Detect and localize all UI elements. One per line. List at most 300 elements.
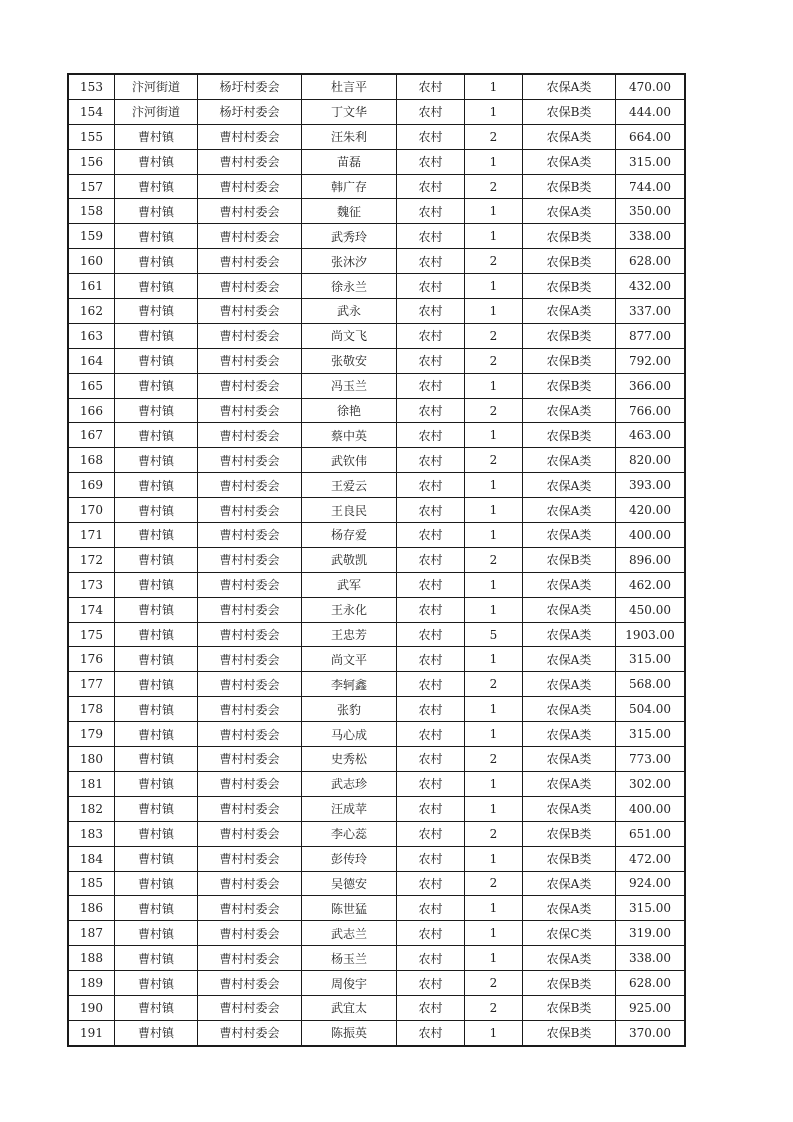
household-type-cell: 农村 [397,373,465,398]
household-type-cell: 农村 [397,622,465,647]
row-number: 168 [68,448,115,473]
category-cell: 农保B类 [523,971,616,996]
village-cell: 曹村村委会 [198,921,302,946]
household-type-cell: 农村 [397,921,465,946]
village-cell: 曹村村委会 [198,846,302,871]
village-cell: 曹村村委会 [198,747,302,772]
name-cell: 张沐汐 [302,249,397,274]
table-row [68,547,685,572]
table-row [68,373,685,398]
amount-cell: 338.00 [616,224,686,249]
table-row [68,647,685,672]
table-row [68,199,685,224]
name-cell: 吴德安 [302,871,397,896]
village-cell: 曹村村委会 [198,1020,302,1045]
village-cell: 杨圩村委会 [198,74,302,99]
amount-cell: 315.00 [616,149,686,174]
village-cell: 曹村村委会 [198,373,302,398]
amount-cell: 319.00 [616,921,686,946]
row-number: 184 [68,846,115,871]
people-count-cell: 1 [465,846,523,871]
name-cell: 徐艳 [302,398,397,423]
table-row [68,672,685,697]
row-number: 160 [68,249,115,274]
household-type-cell: 农村 [397,473,465,498]
town-cell: 曹村镇 [115,871,198,896]
amount-cell: 366.00 [616,373,686,398]
village-cell: 曹村村委会 [198,722,302,747]
table-row [68,946,685,971]
people-count-cell: 1 [465,199,523,224]
row-number: 156 [68,149,115,174]
category-cell: 农保B类 [523,99,616,124]
village-cell: 曹村村委会 [198,871,302,896]
name-cell: 尚文平 [302,647,397,672]
row-number: 155 [68,124,115,149]
category-cell: 农保A类 [523,523,616,548]
village-cell: 曹村村委会 [198,348,302,373]
row-number: 178 [68,697,115,722]
category-cell: 农保B类 [523,249,616,274]
name-cell: 武秀玲 [302,224,397,249]
household-type-cell: 农村 [397,323,465,348]
household-type-cell: 农村 [397,274,465,299]
town-cell: 曹村镇 [115,647,198,672]
row-number: 172 [68,547,115,572]
household-type-cell: 农村 [397,1020,465,1045]
people-count-cell: 1 [465,946,523,971]
amount-cell: 315.00 [616,647,686,672]
table-row [68,274,685,299]
table-row [68,224,685,249]
village-cell: 曹村村委会 [198,299,302,324]
name-cell: 杨存爱 [302,523,397,548]
amount-cell: 462.00 [616,572,686,597]
village-cell: 曹村村委会 [198,398,302,423]
row-number: 176 [68,647,115,672]
town-cell: 曹村镇 [115,672,198,697]
household-type-cell: 农村 [397,74,465,99]
household-type-cell: 农村 [397,398,465,423]
table-row [68,498,685,523]
people-count-cell: 2 [465,547,523,572]
table-row [68,821,685,846]
name-cell: 彭传玲 [302,846,397,871]
village-cell: 曹村村委会 [198,896,302,921]
household-type-cell: 农村 [397,249,465,274]
table-row [68,1020,685,1045]
name-cell: 王忠芳 [302,622,397,647]
table-row [68,771,685,796]
row-number: 169 [68,473,115,498]
village-cell: 曹村村委会 [198,448,302,473]
table-row [68,697,685,722]
name-cell: 杜言平 [302,74,397,99]
category-cell: 农保A类 [523,647,616,672]
town-cell: 曹村镇 [115,348,198,373]
table-row [68,995,685,1020]
household-type-cell: 农村 [397,348,465,373]
name-cell: 武宜太 [302,995,397,1020]
name-cell: 武永 [302,299,397,324]
town-cell: 曹村镇 [115,572,198,597]
name-cell: 李轲鑫 [302,672,397,697]
row-number: 161 [68,274,115,299]
category-cell: 农保A类 [523,199,616,224]
category-cell: 农保B类 [523,547,616,572]
village-cell: 曹村村委会 [198,622,302,647]
people-count-cell: 2 [465,821,523,846]
household-type-cell: 农村 [397,523,465,548]
household-type-cell: 农村 [397,896,465,921]
household-type-cell: 农村 [397,199,465,224]
town-cell: 曹村镇 [115,771,198,796]
row-number: 188 [68,946,115,971]
household-type-cell: 农村 [397,871,465,896]
category-cell: 农保A类 [523,124,616,149]
town-cell: 曹村镇 [115,896,198,921]
household-type-cell: 农村 [397,299,465,324]
town-cell: 曹村镇 [115,299,198,324]
people-count-cell: 1 [465,299,523,324]
category-cell: 农保B类 [523,224,616,249]
name-cell: 史秀松 [302,747,397,772]
category-cell: 农保A类 [523,747,616,772]
household-type-cell: 农村 [397,547,465,572]
town-cell: 曹村镇 [115,199,198,224]
table-row [68,722,685,747]
table-row [68,597,685,622]
table-row [68,124,685,149]
town-cell: 汴河街道 [115,99,198,124]
category-cell: 农保B类 [523,274,616,299]
row-number: 191 [68,1020,115,1045]
village-cell: 曹村村委会 [198,149,302,174]
amount-cell: 896.00 [616,547,686,572]
town-cell: 曹村镇 [115,722,198,747]
amount-cell: 338.00 [616,946,686,971]
people-count-cell: 2 [465,995,523,1020]
amount-cell: 651.00 [616,821,686,846]
name-cell: 徐永兰 [302,274,397,299]
village-cell: 曹村村委会 [198,274,302,299]
assistance-table [67,73,686,1047]
amount-cell: 792.00 [616,348,686,373]
row-number: 174 [68,597,115,622]
table-row [68,99,685,124]
row-number: 175 [68,622,115,647]
people-count-cell: 1 [465,224,523,249]
amount-cell: 568.00 [616,672,686,697]
village-cell: 曹村村委会 [198,597,302,622]
category-cell: 农保B类 [523,373,616,398]
name-cell: 武敬凯 [302,547,397,572]
people-count-cell: 2 [465,174,523,199]
table-row [68,747,685,772]
table-row [68,896,685,921]
name-cell: 尚文飞 [302,323,397,348]
row-number: 173 [68,572,115,597]
amount-cell: 315.00 [616,896,686,921]
town-cell: 曹村镇 [115,995,198,1020]
village-cell: 曹村村委会 [198,523,302,548]
household-type-cell: 农村 [397,99,465,124]
name-cell: 武钦伟 [302,448,397,473]
amount-cell: 463.00 [616,423,686,448]
row-number: 186 [68,896,115,921]
town-cell: 曹村镇 [115,747,198,772]
amount-cell: 820.00 [616,448,686,473]
town-cell: 曹村镇 [115,597,198,622]
town-cell: 曹村镇 [115,547,198,572]
people-count-cell: 1 [465,473,523,498]
row-number: 177 [68,672,115,697]
category-cell: 农保A类 [523,896,616,921]
category-cell: 农保B类 [523,821,616,846]
row-number: 164 [68,348,115,373]
town-cell: 曹村镇 [115,398,198,423]
row-number: 187 [68,921,115,946]
table-row [68,174,685,199]
category-cell: 农保A类 [523,871,616,896]
household-type-cell: 农村 [397,423,465,448]
village-cell: 曹村村委会 [198,672,302,697]
town-cell: 曹村镇 [115,821,198,846]
table-row [68,398,685,423]
people-count-cell: 2 [465,249,523,274]
people-count-cell: 2 [465,323,523,348]
amount-cell: 504.00 [616,697,686,722]
amount-cell: 350.00 [616,199,686,224]
name-cell: 冯玉兰 [302,373,397,398]
people-count-cell: 1 [465,697,523,722]
people-count-cell: 1 [465,498,523,523]
row-number: 189 [68,971,115,996]
amount-cell: 400.00 [616,796,686,821]
amount-cell: 628.00 [616,249,686,274]
people-count-cell: 2 [465,747,523,772]
town-cell: 曹村镇 [115,124,198,149]
table-row [68,921,685,946]
name-cell: 魏征 [302,199,397,224]
town-cell: 曹村镇 [115,473,198,498]
town-cell: 曹村镇 [115,174,198,199]
category-cell: 农保A类 [523,622,616,647]
row-number: 158 [68,199,115,224]
household-type-cell: 农村 [397,647,465,672]
household-type-cell: 农村 [397,149,465,174]
category-cell: 农保B类 [523,1020,616,1045]
town-cell: 曹村镇 [115,224,198,249]
category-cell: 农保A类 [523,74,616,99]
village-cell: 曹村村委会 [198,971,302,996]
household-type-cell: 农村 [397,672,465,697]
name-cell: 王爱云 [302,473,397,498]
amount-cell: 432.00 [616,274,686,299]
people-count-cell: 2 [465,124,523,149]
household-type-cell: 农村 [397,498,465,523]
household-type-cell: 农村 [397,124,465,149]
amount-cell: 420.00 [616,498,686,523]
town-cell: 曹村镇 [115,149,198,174]
table-row [68,149,685,174]
village-cell: 曹村村委会 [198,647,302,672]
table-row [68,249,685,274]
table-row [68,299,685,324]
amount-cell: 773.00 [616,747,686,772]
category-cell: 农保A类 [523,498,616,523]
row-number: 157 [68,174,115,199]
people-count-cell: 1 [465,1020,523,1045]
people-count-cell: 2 [465,348,523,373]
row-number: 180 [68,747,115,772]
table-row [68,74,685,99]
category-cell: 农保C类 [523,921,616,946]
amount-cell: 766.00 [616,398,686,423]
people-count-cell: 1 [465,423,523,448]
people-count-cell: 1 [465,722,523,747]
row-number: 162 [68,299,115,324]
village-cell: 曹村村委会 [198,697,302,722]
amount-cell: 400.00 [616,523,686,548]
people-count-cell: 1 [465,149,523,174]
people-count-cell: 1 [465,796,523,821]
people-count-cell: 1 [465,274,523,299]
row-number: 165 [68,373,115,398]
category-cell: 农保B类 [523,846,616,871]
category-cell: 农保B类 [523,995,616,1020]
household-type-cell: 农村 [397,995,465,1020]
category-cell: 农保A类 [523,697,616,722]
row-number: 153 [68,74,115,99]
category-cell: 农保A类 [523,672,616,697]
name-cell: 张敬安 [302,348,397,373]
village-cell: 曹村村委会 [198,946,302,971]
village-cell: 曹村村委会 [198,473,302,498]
household-type-cell: 农村 [397,697,465,722]
town-cell: 曹村镇 [115,323,198,348]
people-count-cell: 2 [465,398,523,423]
category-cell: 农保A类 [523,448,616,473]
amount-cell: 664.00 [616,124,686,149]
name-cell: 武军 [302,572,397,597]
name-cell: 马心成 [302,722,397,747]
table-row [68,971,685,996]
town-cell: 曹村镇 [115,373,198,398]
amount-cell: 877.00 [616,323,686,348]
category-cell: 农保A类 [523,771,616,796]
amount-cell: 315.00 [616,722,686,747]
name-cell: 杨玉兰 [302,946,397,971]
amount-cell: 302.00 [616,771,686,796]
household-type-cell: 农村 [397,796,465,821]
category-cell: 农保A类 [523,572,616,597]
household-type-cell: 农村 [397,572,465,597]
people-count-cell: 1 [465,74,523,99]
table-row [68,871,685,896]
category-cell: 农保B类 [523,423,616,448]
name-cell: 汪成苹 [302,796,397,821]
name-cell: 苗磊 [302,149,397,174]
amount-cell: 450.00 [616,597,686,622]
table-row [68,423,685,448]
row-number: 154 [68,99,115,124]
category-cell: 农保A类 [523,597,616,622]
people-count-cell: 2 [465,672,523,697]
people-count-cell: 2 [465,871,523,896]
town-cell: 曹村镇 [115,448,198,473]
name-cell: 张豹 [302,697,397,722]
amount-cell: 393.00 [616,473,686,498]
table-row [68,448,685,473]
village-cell: 曹村村委会 [198,821,302,846]
amount-cell: 628.00 [616,971,686,996]
town-cell: 曹村镇 [115,796,198,821]
household-type-cell: 农村 [397,747,465,772]
village-cell: 曹村村委会 [198,249,302,274]
name-cell: 丁文华 [302,99,397,124]
town-cell: 汴河街道 [115,74,198,99]
amount-cell: 472.00 [616,846,686,871]
town-cell: 曹村镇 [115,523,198,548]
category-cell: 农保A类 [523,722,616,747]
household-type-cell: 农村 [397,821,465,846]
table-row [68,323,685,348]
town-cell: 曹村镇 [115,946,198,971]
village-cell: 曹村村委会 [198,199,302,224]
category-cell: 农保B类 [523,348,616,373]
category-cell: 农保B类 [523,323,616,348]
row-number: 179 [68,722,115,747]
town-cell: 曹村镇 [115,971,198,996]
people-count-cell: 1 [465,647,523,672]
category-cell: 农保A类 [523,796,616,821]
name-cell: 汪朱利 [302,124,397,149]
table-row [68,473,685,498]
village-cell: 曹村村委会 [198,995,302,1020]
household-type-cell: 农村 [397,846,465,871]
table-row [68,846,685,871]
town-cell: 曹村镇 [115,1020,198,1045]
village-cell: 曹村村委会 [198,224,302,249]
row-number: 171 [68,523,115,548]
table-row [68,572,685,597]
household-type-cell: 农村 [397,597,465,622]
village-cell: 曹村村委会 [198,572,302,597]
table-row [68,796,685,821]
village-cell: 曹村村委会 [198,124,302,149]
people-count-cell: 1 [465,896,523,921]
name-cell: 陈振英 [302,1020,397,1045]
household-type-cell: 农村 [397,722,465,747]
people-count-cell: 5 [465,622,523,647]
people-count-cell: 1 [465,373,523,398]
town-cell: 曹村镇 [115,622,198,647]
name-cell: 王永化 [302,597,397,622]
category-cell: 农保A类 [523,299,616,324]
row-number: 166 [68,398,115,423]
people-count-cell: 1 [465,572,523,597]
name-cell: 李心蕊 [302,821,397,846]
category-cell: 农保A类 [523,473,616,498]
town-cell: 曹村镇 [115,921,198,946]
amount-cell: 924.00 [616,871,686,896]
row-number: 185 [68,871,115,896]
village-cell: 曹村村委会 [198,771,302,796]
town-cell: 曹村镇 [115,249,198,274]
amount-cell: 337.00 [616,299,686,324]
people-count-cell: 1 [465,921,523,946]
